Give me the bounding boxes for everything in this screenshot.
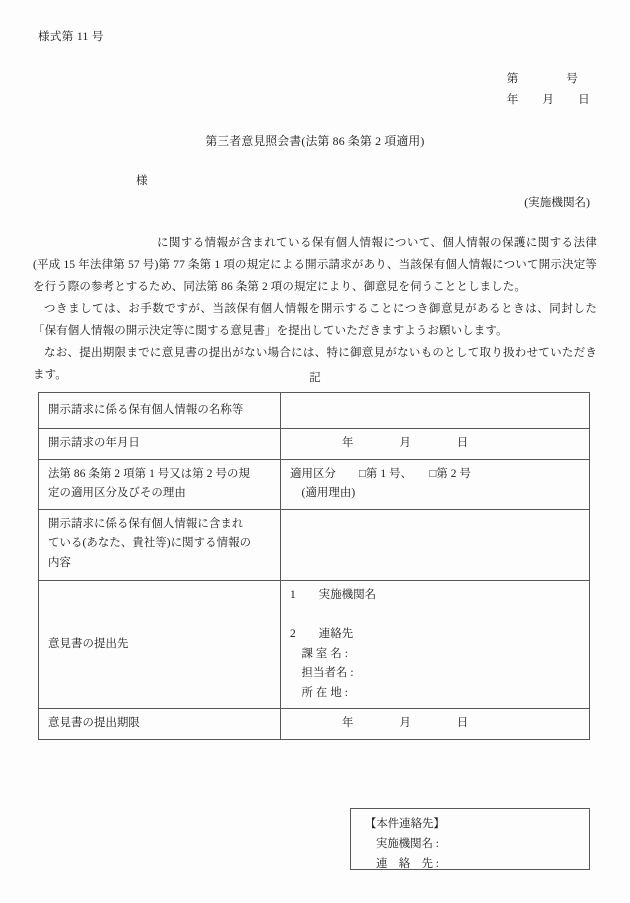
cell-label-request-date: 開示請求の年月日 [39, 429, 281, 460]
form-number: 様式第 11 号 [38, 30, 104, 43]
content-label-line-3: 内容 [48, 557, 71, 570]
content-label-line-1: 開示請求に係る保有個人情報に含まれ [48, 517, 244, 530]
cell-value-request-date[interactable] [281, 429, 590, 460]
ki-mark: 記 [309, 372, 321, 384]
body-paragraph-2: つきましては、お手数ですが、当該保有個人情報を開示することにつき御意見があるときは、同封した「保有個人情報の開示決定等に関する意見書」を提出していただきますようお願いします。 [33, 303, 597, 338]
destination-contact-line: 2 連絡先 [290, 628, 354, 641]
request-date-slot: 年 月 日 [342, 437, 469, 449]
issuer-name: (実施機関名) [524, 196, 590, 209]
clause-label-line-1: 法第 86 条第 2 項第 1 号又は第 2 号の規 [48, 467, 250, 480]
destination-address-line: 所 在 地 : [290, 686, 349, 699]
destination-section-line: 課 室 名 : [290, 647, 349, 660]
destination-spacer [290, 605, 581, 625]
document-number-line: 第 号 [506, 72, 579, 85]
document-date-line: 年 月 日 [506, 93, 590, 107]
cell-value-name[interactable] [281, 393, 590, 429]
cell-label-name: 開示請求に係る保有個人情報の名称等 [39, 393, 281, 429]
table-row [39, 459, 590, 509]
contact-box-contact: 連 絡 先 : [376, 857, 439, 870]
page-title: 第三者意見照会書(法第 86 条第 2 項適用) [205, 134, 425, 148]
body-text [33, 232, 597, 387]
cell-label-content [39, 509, 281, 580]
destination-person-line: 担当者名 : [290, 667, 354, 680]
clause-value-lines [290, 465, 581, 504]
cell-value-destination[interactable] [281, 580, 590, 709]
body-paragraph-1: に関する情報が含まれている保有個人情報について、個人情報の保護に関する法律(平成 15 年法律第 57 号)第 77 条第 1 項の規定による開示請求があり、当該保有個人情報について開示決定等を行う際の参考とするため、同法第 86 条第 2 項の規定により、御意見を伺うこととしました。 [33, 237, 597, 294]
content-label-lines [48, 515, 272, 574]
document-meta [507, 68, 590, 111]
cell-value-clause[interactable] [281, 459, 590, 509]
body-paragraph-3: なお、提出期限までに意見書の提出がない場合には、特に御意見がないものとして取り扱わせていただきます。 [33, 347, 597, 382]
contact-box [350, 808, 590, 870]
clause-label-lines [48, 465, 272, 504]
destination-agency-line: 1 実施機関名 [290, 588, 377, 601]
clause-reason-line: (適用理由) [290, 487, 356, 500]
deadline-date-slot: 年 月 日 [342, 717, 469, 730]
contact-box-agency: 実施機関名 : [376, 837, 439, 850]
table-row [39, 429, 590, 460]
cell-value-content[interactable] [281, 509, 590, 580]
cell-label-clause [39, 459, 281, 509]
addressee-suffix: 様 [136, 174, 148, 187]
cell-label-deadline: 意見書の提出期限 [39, 709, 281, 740]
table-row [39, 393, 590, 429]
cell-label-destination: 意見書の提出先 [39, 580, 281, 709]
table-row [39, 509, 590, 580]
destination-value-lines [290, 586, 581, 704]
cell-value-deadline[interactable] [281, 709, 590, 740]
clause-label-line-2: 定の適用区分及びその理由 [48, 487, 186, 500]
contact-box-heading: 【本件連絡先】 [365, 818, 445, 830]
form-table [38, 392, 590, 740]
table-row [39, 580, 590, 709]
table-row [39, 709, 590, 740]
content-label-line-2: ている(あなた、貴社等)に関する情報の [48, 537, 252, 550]
clause-checkbox-line[interactable]: 適用区分 □第 1 号、 □第 2 号 [290, 467, 472, 480]
